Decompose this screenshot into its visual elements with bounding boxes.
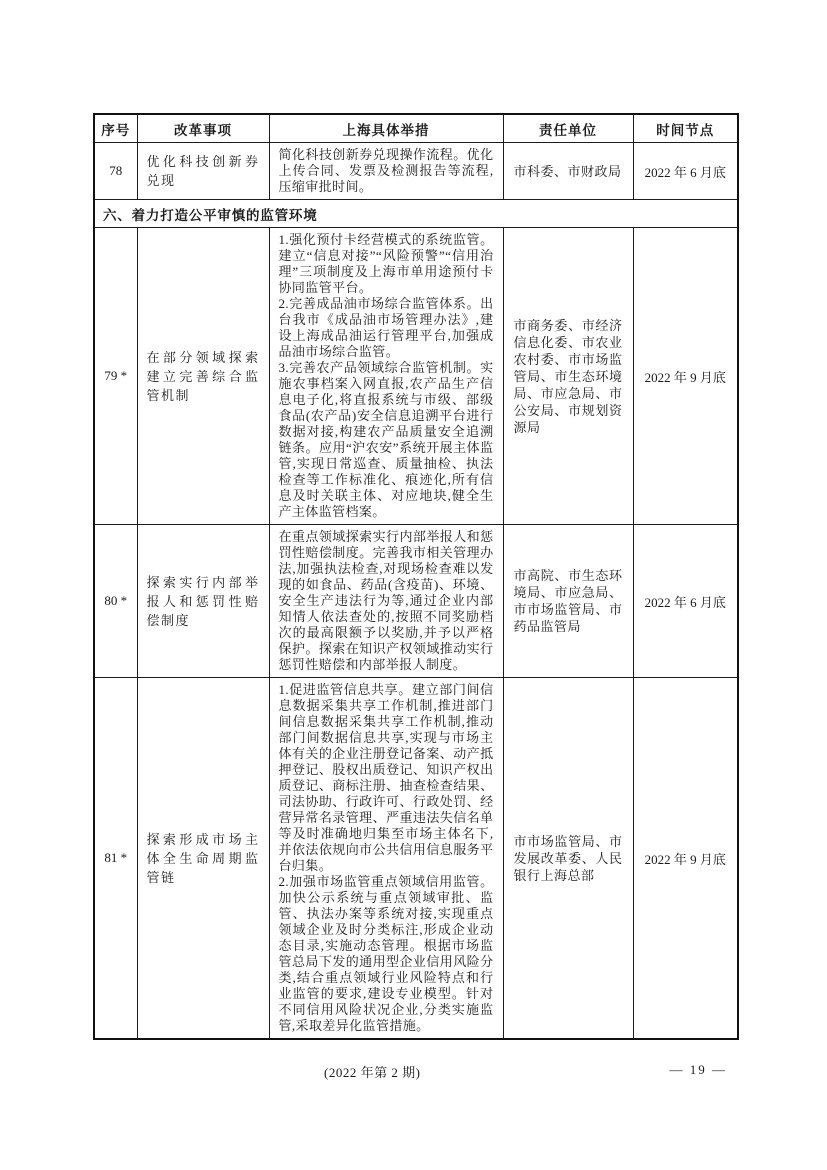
section-row [94,200,738,228]
measure-paragraph: 2.加强市场监管重点领域信用监管。加快公示系统与重点领域审批、监管、执法办案等系统对接,实现重点领域企业及时分类标注,形成企业动态目录,实施动态管理。根据市场监管总局下发的通用型企业信用风险分类,结合重点领域行业风险特点和行业监管的要求,建设专业模型。针对不同信用风险状况企业,分类实施监管,采取差异化监管措施。 [278,874,494,1033]
deadline: 2022 年 6 月底 [633,143,738,200]
measure-paragraph: 2.完善成品油市场综合监管体系。出台我市《成品油市场管理办法》,建设上海成品油运行管理平台,加强成品油市场综合监管。 [278,296,494,359]
table-row [94,678,738,1040]
measures [269,678,503,1040]
reform-item: 探索实行内部举报人和惩罚性赔偿制度 [137,525,269,678]
reform-item: 在部分领域探索建立完善综合监管机制 [137,228,269,525]
measures [269,143,503,200]
responsible-unit: 市高院、市生态环境局、市应急局、市市场监管局、市药品监管局 [503,525,633,678]
measure-paragraph: 1.强化预付卡经营模式的系统监管。建立“信息对接”“风险预警”“信用治理”三项制度及上海市单用途预付卡协同监管平台。 [278,232,494,295]
serial-number: 79 * [94,228,137,525]
responsible-unit: 市商务委、市经济信息化委、市农业农村委、市市场监管局、市生态环境局、市应急局、市公安局、市规划资源局 [503,228,633,525]
measures [269,228,503,525]
measure-paragraph: 3.完善农产品领域综合监管机制。实施农事档案入网直报,农产品生产信息电子化,将直报系统与市级、部级食品(农产品)安全信息追溯平台进行数据对接,构建农产品质量安全追溯链条。应用“沪农安”系统开展主体监管,实现日常巡查、质量抽检、执法检查等工作标准化、痕迹化,所有信息及时关联主体、对应地块,健全生产主体监管档案。 [278,360,494,519]
measure-paragraph: 简化科技创新券兑现操作流程。优化上传合同、发票及检测报告等流程,压缩审批时间。 [278,147,494,194]
table-row [94,228,738,525]
reform-measures-table [93,113,739,1040]
serial-number: 80 * [94,525,137,678]
section-title: 六、着力打造公平审慎的监管环境 [94,200,738,228]
responsible-unit: 市科委、市财政局 [503,143,633,200]
header-reform-item: 改革事项 [137,114,269,143]
footer-page-number: — 19 — [669,1062,727,1077]
table-row [94,525,738,678]
deadline: 2022 年 6 月底 [633,525,738,678]
serial-number: 78 [94,143,137,200]
page-footer [0,1062,827,1082]
deadline: 2022 年 9 月底 [633,678,738,1040]
responsible-unit: 市市场监管局、市发展改革委、人民银行上海总部 [503,678,633,1040]
measure-paragraph: 1.促进监管信息共享。建立部门间信息数据采集共享工作机制,推进部门间信息数据采集共享工作机制,推动部门间数据信息共享,实现与市场主体有关的企业注册登记备案、动产抵押登记、股权出质登记、知识产权出质登记、商标注册、抽查检查结果、司法协助、行政许可、行政处罚、经营异常名录管理、严重违法失信名单等及时准确地归集至市场主体名下,并依法依规向市公共信用信息服务平台归集。 [278,682,494,873]
reform-item: 优化科技创新券兑现 [137,143,269,200]
deadline: 2022 年 9 月底 [633,228,738,525]
table-row [94,143,738,200]
measures [269,525,503,678]
reform-item: 探索形成市场主体全生命周期监管链 [137,678,269,1040]
serial-number: 81 * [94,678,137,1040]
table-header-row [94,114,738,143]
footer-issue-label: (2022 年第 2 期) [324,1065,421,1080]
header-responsible-unit: 责任单位 [503,114,633,143]
header-serial: 序号 [94,114,137,143]
header-deadline: 时间节点 [633,114,738,143]
header-measures: 上海具体举措 [269,114,503,143]
measure-paragraph: 在重点领域探索实行内部举报人和惩罚性赔偿制度。完善我市相关管理办法,加强执法检查,对现场检查难以发现的如食品、药品(含疫苗)、环境、安全生产违法行为等,通过企业内部知情人依法查处的,按照不同奖励档次的最高限额予以奖励,并予以严格保护。探索在知识产权领域推动实行惩罚性赔偿和内部举报人制度。 [278,529,494,672]
